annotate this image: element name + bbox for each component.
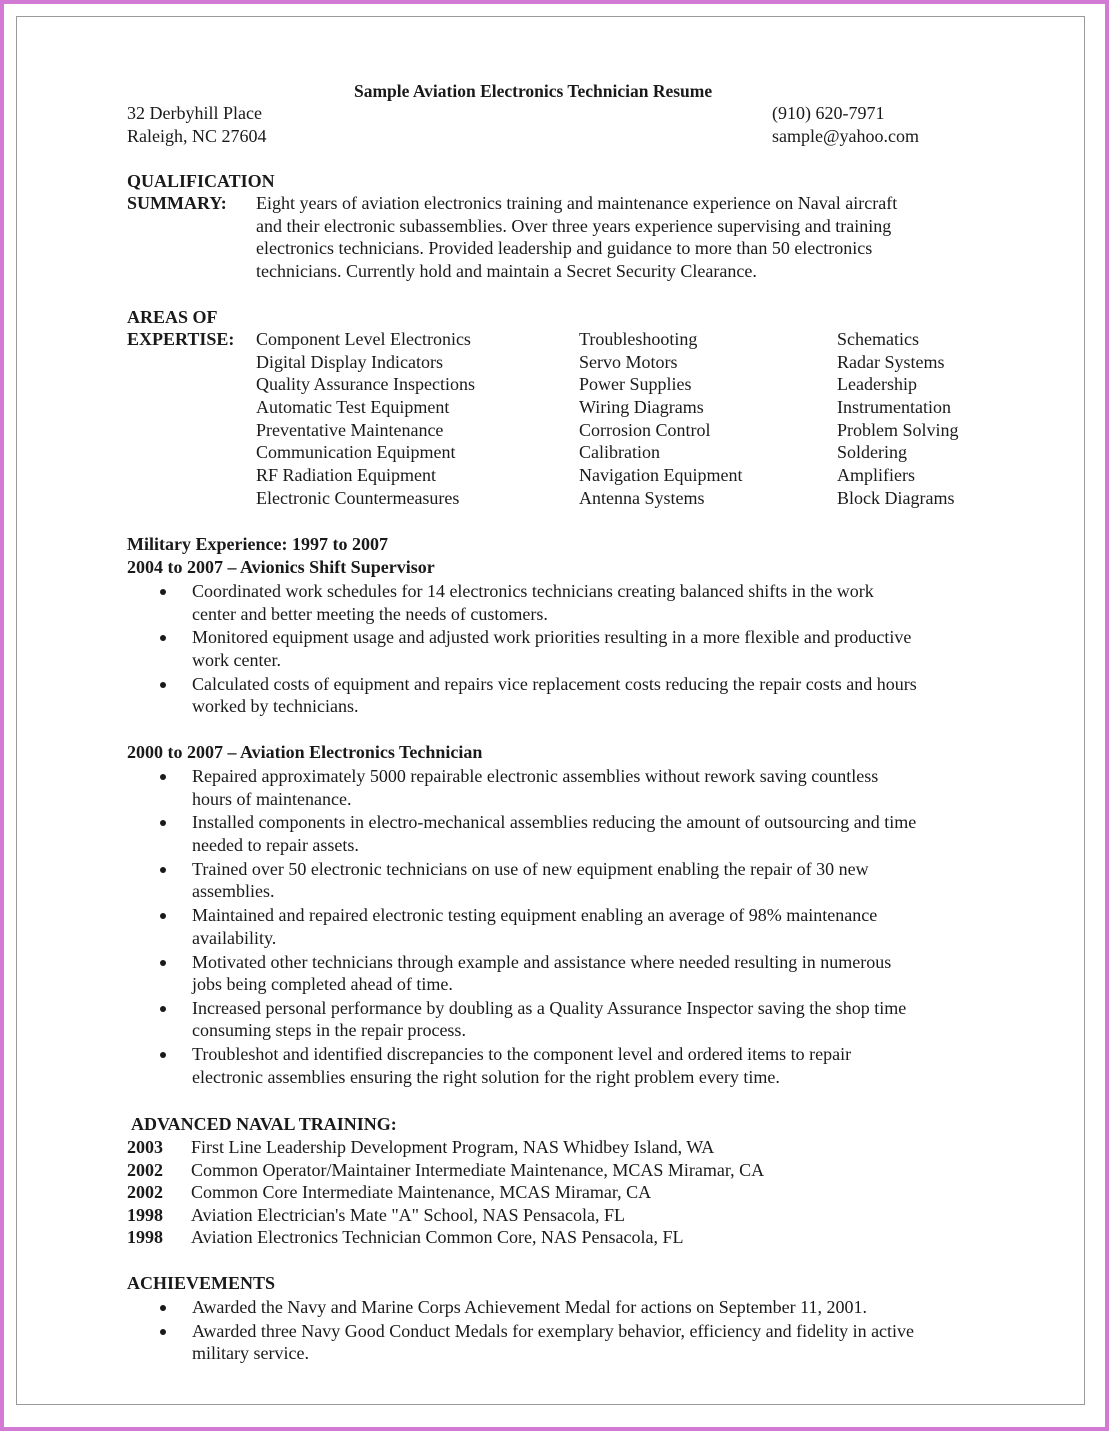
expertise-item: Electronic Countermeasures [256, 487, 460, 508]
training-year: 1998 [127, 1204, 163, 1225]
bullet-text [192, 1320, 1007, 1365]
bullet-icon [160, 1305, 166, 1311]
training-description: Aviation Electronics Technician Common Core, NAS Pensacola, FL [191, 1227, 684, 1248]
bullet-line: Awarded three Navy Good Conduct Medals for exemplary behavior, efficiency and fidelity in active [192, 1320, 915, 1341]
bullet-text [192, 580, 1007, 625]
bullet-line: jobs being completed ahead of time. [192, 974, 453, 995]
expertise-item: Preventative Maintenance [256, 419, 444, 440]
bullet-icon [160, 635, 166, 641]
expertise-item: RF Radiation Equipment [256, 465, 436, 486]
bullet-icon [160, 867, 166, 873]
training-year: 2002 [127, 1182, 163, 1203]
bullet-line: assemblies. [192, 881, 275, 902]
training-description: First Line Leadership Development Program, NAS Whidbey Island, WA [191, 1137, 715, 1157]
training-description: Aviation Electrician's Mate "A" School, NAS Pensacola, FL [191, 1204, 626, 1225]
bullet-line: needed to repair assets. [192, 834, 359, 855]
email-address: sample@yahoo.com [772, 126, 920, 146]
bullet-line: Trained over 50 electronic technicians on use of new equipment enabling the repair of 30 new [192, 858, 869, 879]
expertise-column-3 [837, 328, 959, 510]
bullet-line: Monitored equipment usage and adjusted work priorities resulting in a more flexible and productive [192, 627, 912, 648]
bullet-item [127, 580, 1007, 625]
bullet-line: hours of maintenance. [192, 788, 352, 809]
expertise-item: Radar Systems [837, 351, 945, 372]
bullet-icon [160, 1006, 166, 1012]
training-year: 1998 [127, 1227, 163, 1248]
expertise-item: Schematics [837, 329, 919, 349]
expertise-item: Troubleshooting [579, 329, 698, 349]
bullet-line: Coordinated work schedules for 14 electronics technicians creating balanced shifts in the work [192, 581, 874, 601]
expertise-item: Automatic Test Equipment [256, 397, 450, 418]
bullet-item [127, 673, 1007, 718]
summary-text [256, 192, 996, 282]
training-description: Common Operator/Maintainer Intermediate Maintenance, MCAS Miramar, CA [191, 1159, 765, 1180]
bullet-text [192, 951, 1007, 996]
summary-line: technicians. Currently hold and maintain a Secret Security Clearance. [256, 260, 757, 281]
job-1-bullets [127, 580, 1007, 719]
expertise-item: Navigation Equipment [579, 465, 743, 486]
bullet-text [192, 626, 1007, 671]
bullet-text [192, 904, 1007, 949]
expertise-item: Power Supplies [579, 374, 692, 395]
bullet-line: Installed components in electro-mechanical assemblies reducing the amount of outsourcing and time [192, 812, 917, 833]
expertise-item: Amplifiers [837, 465, 915, 486]
bullet-icon [160, 960, 166, 966]
achievements-bullets [127, 1296, 1007, 1366]
expertise-item: Component Level Electronics [256, 329, 471, 349]
bullet-item [127, 765, 1007, 810]
summary-label-line-1: QUALIFICATION [127, 171, 275, 191]
bullet-icon [160, 589, 166, 595]
address-line-1: 32 Derbyhill Place [127, 103, 262, 123]
military-experience-heading: Military Experience: 1997 to 2007 [127, 534, 388, 554]
bullet-line: Repaired approximately 5000 repairable electronic assemblies without rework saving countless [192, 766, 879, 786]
bullet-line: consuming steps in the repair process. [192, 1020, 466, 1041]
expertise-column-2 [579, 328, 742, 510]
job-2-heading: 2000 to 2007 – Aviation Electronics Technician [127, 742, 483, 762]
phone-number: (910) 620-7971 [772, 103, 885, 123]
expertise-item: Calibration [579, 442, 660, 463]
bullet-icon [160, 774, 166, 780]
bullet-line: military service. [192, 1343, 309, 1364]
bullet-item [127, 904, 1007, 949]
expertise-item: Servo Motors [579, 351, 678, 372]
expertise-item: Problem Solving [837, 419, 959, 440]
expertise-column-1 [256, 328, 475, 510]
bullet-text [192, 765, 1007, 810]
bullet-line: electronic assemblies ensuring the right solution for the right problem every time. [192, 1066, 780, 1087]
bullet-line: center and better meeting the needs of customers. [192, 603, 548, 624]
summary-line: Eight years of aviation electronics training and maintenance experience on Naval aircraft [256, 193, 898, 213]
expertise-label-line-2: EXPERTISE: [127, 329, 235, 349]
bullet-item [127, 811, 1007, 856]
bullet-line: Awarded the Navy and Marine Corps Achievement Medal for actions on September 11, 2001. [192, 1297, 867, 1317]
expertise-item: Corrosion Control [579, 419, 711, 440]
expertise-item: Quality Assurance Inspections [256, 374, 475, 395]
bullet-item [127, 858, 1007, 903]
summary-label-line-2: SUMMARY: [127, 193, 227, 213]
summary-line: and their electronic subassemblies. Over three years experience supervising and training [256, 215, 892, 236]
expertise-item: Block Diagrams [837, 487, 955, 508]
training-description: Common Core Intermediate Maintenance, MCAS Miramar, CA [191, 1182, 652, 1203]
bullet-text [192, 997, 1007, 1042]
bullet-line: Motivated other technicians through example and assistance where needed resulting in numerous [192, 951, 892, 972]
expertise-item: Wiring Diagrams [579, 397, 704, 418]
bullet-item [127, 1296, 1007, 1319]
achievements-heading: ACHIEVEMENTS [127, 1273, 276, 1293]
bullet-icon [160, 820, 166, 826]
bullet-text [192, 673, 1007, 718]
bullet-item [127, 1043, 1007, 1088]
bullet-text [192, 858, 1007, 903]
expertise-label-line-1: AREAS OF [127, 307, 218, 327]
expertise-item: Antenna Systems [579, 487, 705, 508]
bullet-line: Maintained and repaired electronic testing equipment enabling an average of 98% maintenance [192, 905, 878, 926]
training-heading: ADVANCED NAVAL TRAINING: [131, 1114, 397, 1134]
bullet-line: Troubleshot and identified discrepancies to the component level and ordered items to repair [192, 1044, 852, 1065]
job-2-bullets [127, 765, 1007, 1090]
expertise-item: Instrumentation [837, 397, 951, 418]
training-year: 2002 [127, 1159, 163, 1180]
resume-title: Sample Aviation Electronics Technician Resume [354, 81, 713, 101]
bullet-icon [160, 1329, 166, 1335]
expertise-item: Soldering [837, 442, 907, 463]
training-year: 2003 [127, 1137, 163, 1157]
bullet-text [192, 1296, 1007, 1319]
bullet-icon [160, 1052, 166, 1058]
address-line-2: Raleigh, NC 27604 [127, 126, 267, 146]
bullet-item [127, 951, 1007, 996]
bullet-icon [160, 682, 166, 688]
bullet-icon [160, 913, 166, 919]
bullet-item [127, 1320, 1007, 1365]
bullet-item [127, 997, 1007, 1042]
expertise-item: Leadership [837, 374, 917, 395]
job-1-heading: 2004 to 2007 – Avionics Shift Supervisor [127, 557, 435, 577]
bullet-line: work center. [192, 649, 281, 670]
bullet-line: worked by technicians. [192, 696, 359, 717]
bullet-line: Calculated costs of equipment and repairs vice replacement costs reducing the repair costs and hours [192, 673, 917, 694]
bullet-line: availability. [192, 927, 277, 948]
bullet-text [192, 1043, 1007, 1088]
bullet-line: Increased personal performance by doubling as a Quality Assurance Inspector saving the shop time [192, 997, 907, 1018]
summary-line: electronics technicians. Provided leadership and guidance to more than 50 electronics [256, 238, 873, 259]
bullet-text [192, 811, 1007, 856]
expertise-item: Digital Display Indicators [256, 351, 443, 372]
bullet-item [127, 626, 1007, 671]
expertise-item: Communication Equipment [256, 442, 456, 463]
